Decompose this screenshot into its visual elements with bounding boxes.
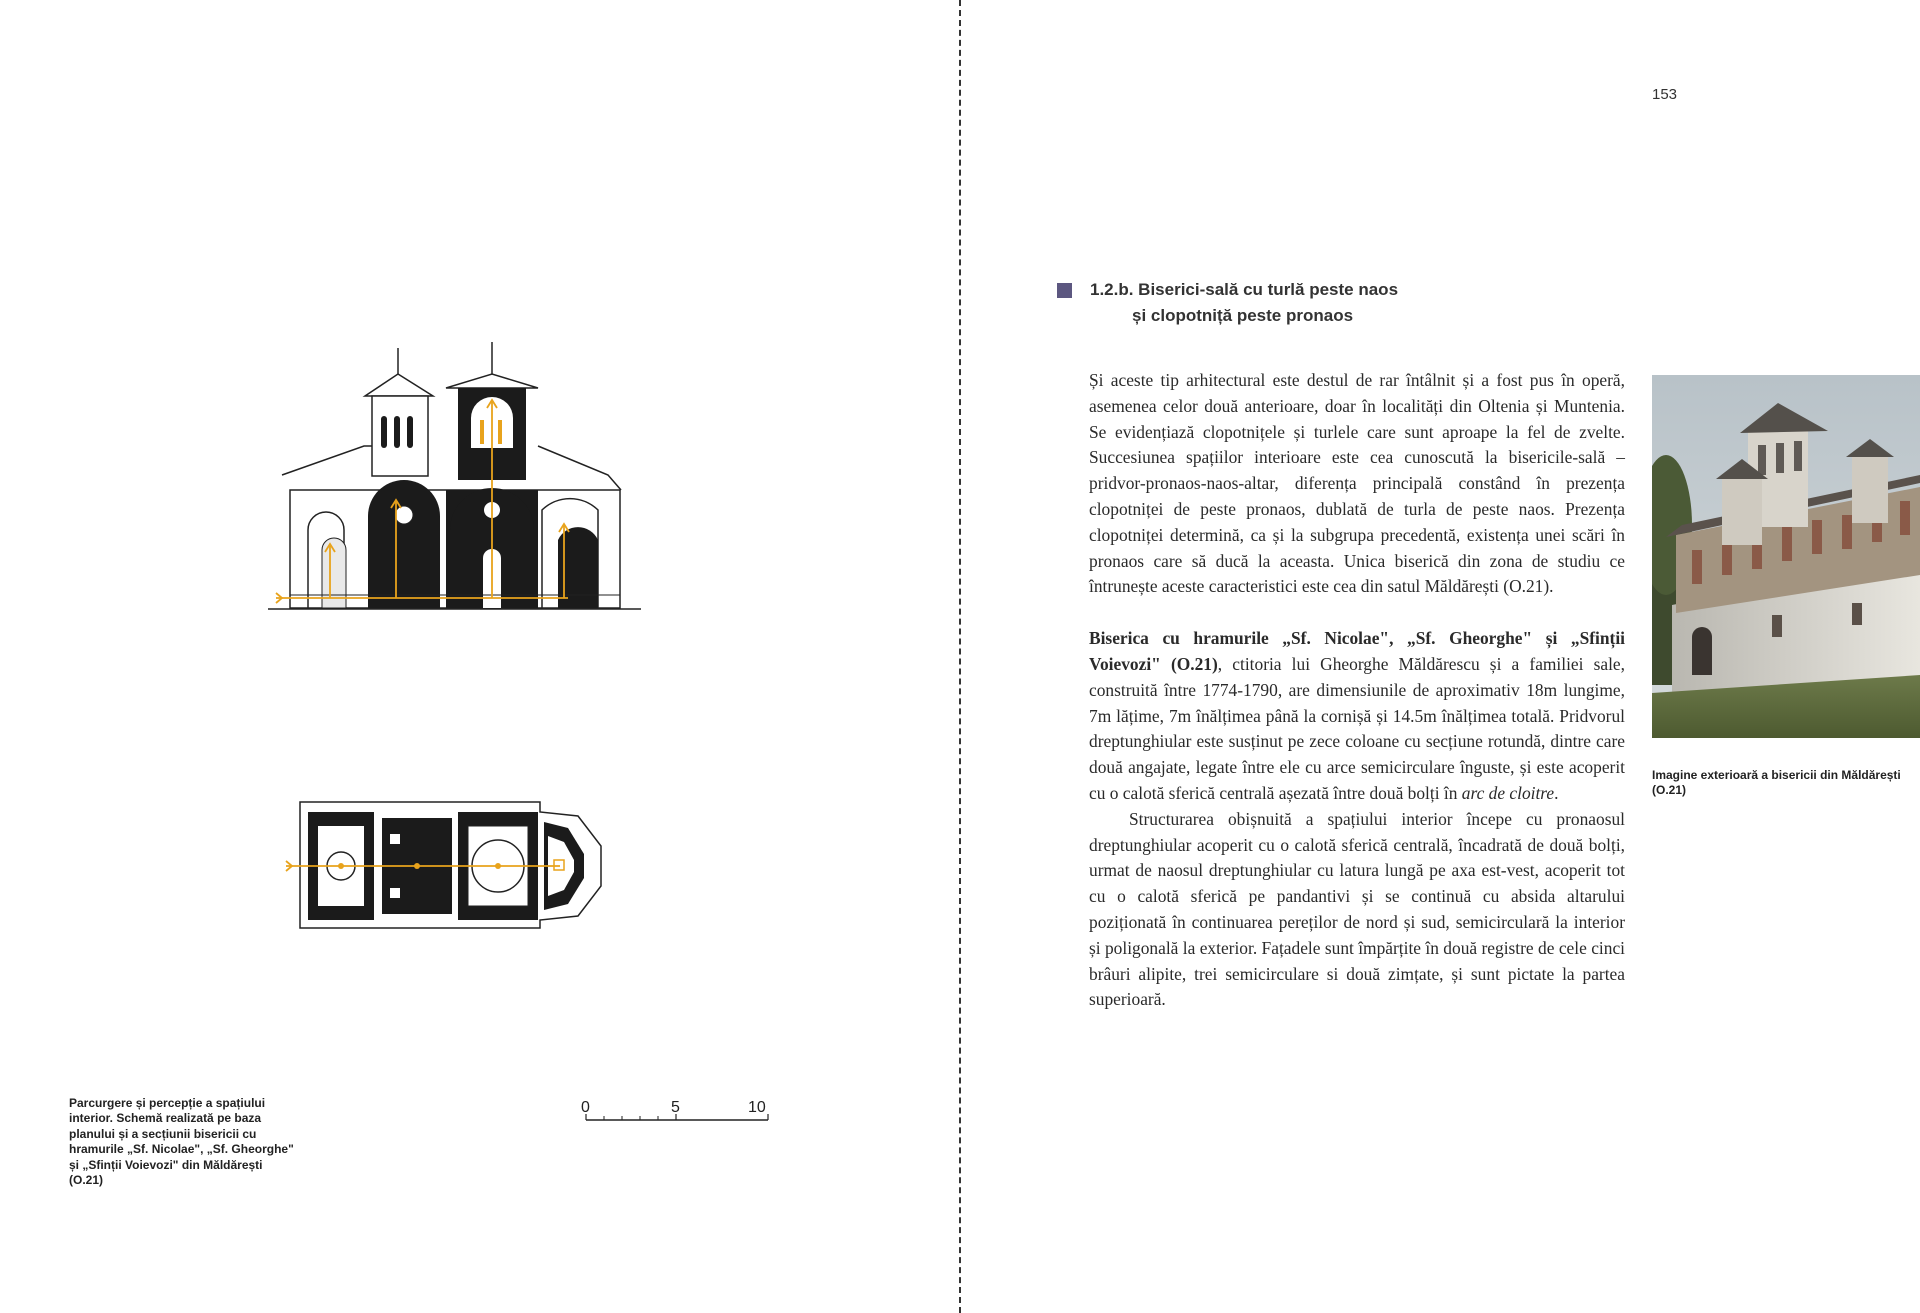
scale-label-5: 5 [671, 1099, 680, 1116]
paragraph-1: Și aceste tip arhitectural este destul de rar întâlnit și a fost pus în operă, asemenea celor două anterioare, doar în localități din Oltenia și Muntenia. Se evidențiază clopotnițele și turlele care sunt aproape la fel de zvelte. Succesiunea spațiilor interioare este cea cunoscută la bisericile-sală – pridvor-pronaos-naos-altar, diferența principală constând în prezența clopotniței de peste pronaos, dublată de turla de peste naos. Prezența clopotniței determină, ca și la subgrupa precedentă, existența unei scări în pronaos care să ducă la aceasta. Unica biserică din zona de studiu ce întrunește aceste caracteristici este cea din satul Măldărești (O.21). [1089, 370, 1625, 597]
paragraph-2-text: , ctitoria lui Gheorghe Măldărescu și a familiei sale, construită între 1774-1790, are dimensiunile de aproximativ 18m lungime, 7m lățime, 7m înălțimea până la cornișă și 14.5m înălțimea totală. Pridvorul dreptunghiular este susținut pe zece coloane cu secțiune rotundă, dintre care două angajate, legate între ele cu arce semicirculare înguste, și este acoperit cu o calotă sferică centrală așezată între două bolți în [1089, 653, 1626, 803]
scale-label-10: 10 [748, 1099, 766, 1116]
photo-caption: Imagine exterioară a bisericii din Măldărești (O.21) [1652, 768, 1901, 797]
church-name-bold: Biserica cu hramurile „Sf. Nicolae", „Sf. Gheorghe" și „Sfinții Voievozi" (O.21) [1089, 628, 1625, 674]
paragraph-2-end: . [1554, 782, 1559, 803]
figure-caption-left: Parcurgere și percepție a spațiului interior. Schemă realizată pe baza planului și a secțiunii bisericii cu hramurile „Sf. Nicolae", „Sf. Gheorghe" și „Sfinții Voievozi" din Măldărești (O.21) [69, 1096, 294, 1188]
church-exterior-photo [1652, 375, 1920, 738]
body-text [1089, 368, 1625, 1013]
church-section-drawing [268, 340, 648, 620]
page-spine-divider [959, 0, 961, 1313]
paragraph-2 [1089, 626, 1625, 807]
heading-marker [1057, 283, 1072, 298]
scale-label-0: 0 [581, 1099, 590, 1116]
heading-line-2: și clopotniță peste pronaos [1132, 306, 1354, 325]
heading-line-1: 1.2.b. Biserici-sală cu turlă peste naos [1090, 280, 1399, 299]
scale-bar [576, 1096, 776, 1126]
paragraph-3: Structurarea obișnuită a spațiului interior începe cu pronaosul dreptunghiular acoperit cu o calotă sferică centrală, încadrată de două bolți, urmat de naosul dreptunghiular cu latura lungă pe axa est-vest, acoperit tot cu o calotă sferică pe pandantivi și se continuă cu absida altarului poziționată în continuarea pereților de nord și sud, semicirculară la interior și poligonală la exterior. Fațadele sunt împărțite în două registre de cele cinci brâuri alipite, trei semicirculare si două zimțate, și sunt pictate la partea superioară. [1089, 808, 1625, 1010]
term-italic: arc de cloitre [1461, 782, 1555, 803]
page-number: 153 [1652, 86, 1678, 103]
church-plan-drawing [278, 798, 618, 938]
